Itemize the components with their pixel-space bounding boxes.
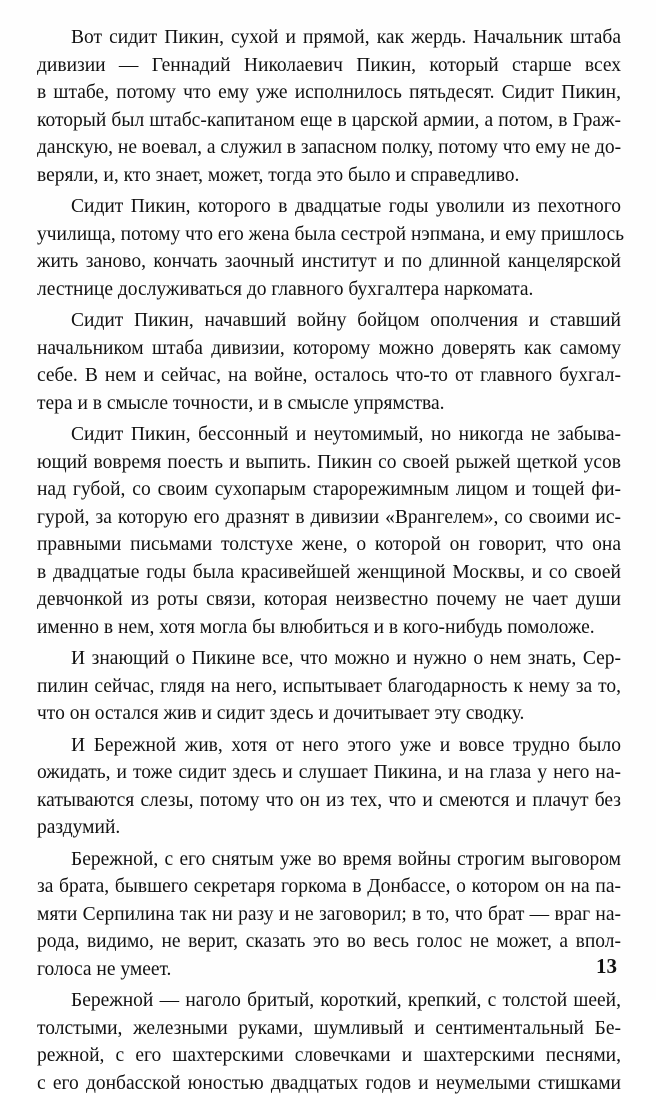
text-line: ожидать, и тоже сидит здесь и слушает Пикина, и на глаза у него на-	[37, 762, 621, 783]
text-line: за брата, бывшего секретаря горкома в Донбассе, о котором он на па-	[37, 876, 621, 897]
text-line: что он остался жив и сидит здесь и дочитывает эту сводку.	[37, 703, 525, 724]
text-line: который был штабс-капитаном еще в царской армии, а потом, в Граж-	[37, 109, 621, 131]
text-line: над губой, со своим сухопарым старорежимным лицом и тощей фи-	[37, 479, 621, 500]
text-line: данскую, не воевал, а служил в запасном полку, потому что ему не до-	[37, 137, 622, 158]
text-line: И Бережной жив, хотя от него этого уже и вовсе трудно было	[71, 734, 621, 756]
text-line: жить заново, кончать заочный институт и по длинной канцелярской	[37, 251, 621, 272]
text-line: правными письмами толстухе жене, о которой он говорит, что она	[37, 534, 621, 555]
text-line: голоса не умеет.	[37, 958, 172, 980]
paragraph	[37, 645, 621, 728]
paragraph	[37, 987, 621, 1097]
paragraph	[37, 193, 625, 303]
text-line: гурой, за которую его дразнят в дивизии «Врангелем», со своими ис-	[37, 506, 621, 528]
text-line: лестнице дослуживаться до главного бухгалтера наркомата.	[37, 278, 534, 300]
text-line: И знающий о Пикине все, что можно и нужно о нем знать, Сер-	[71, 648, 621, 669]
text-line: ющий вовремя поесть и выпить. Пикин со своей рыжей щеткой усов	[37, 451, 621, 473]
text-line: Бережной, с его снятым уже во время войны строгим выговором	[71, 848, 621, 870]
text-line: начальником штаба дивизии, которому можно доверять как самому	[37, 337, 621, 359]
page-number: 13	[596, 954, 617, 978]
text-line: пилин сейчас, глядя на него, испытывает благодарность к нему за то,	[37, 675, 621, 697]
body-text	[37, 24, 625, 1101]
text-line: дивизии — Геннадий Николаевич Пикин, который старше всех	[37, 54, 621, 76]
text-line: рода, видимо, не верит, сказать это во весь голос не может, а впол-	[37, 931, 621, 952]
text-line: с его донбасской юностью двадцатых годов и неумелыми стишками	[37, 1072, 621, 1094]
text-line: именно в нем, хотя могла бы влюбиться и в кого-нибудь помоложе.	[37, 616, 595, 638]
text-line: мяти Серпилина так ни разу и не заговорил; в то, что брат — враг на-	[37, 903, 621, 925]
text-line: девчонкой из роты связи, которая неизвестно почему не чает души	[37, 589, 621, 610]
text-line: Сидит Пикин, бессонный и неутомимый, но никогда не забыва-	[71, 424, 621, 445]
text-line: в двадцатые годы была красивейшей женщиной Москвы, и со своей	[37, 561, 621, 583]
text-line: себе. В нем и сейчас, на войне, осталось что-то от главного бухгал-	[37, 365, 621, 386]
text-line: веряли, и, кто знает, может, тогда это было и справедливо.	[37, 164, 520, 186]
paragraph	[37, 421, 621, 641]
text-line: Сидит Пикин, начавший войну бойцом ополчения и ставший	[71, 310, 621, 331]
text-line: толстыми, железными руками, шумливый и сентиментальный Бе-	[37, 1017, 621, 1039]
text-line: Сидит Пикин, которого в двадцатые годы уволили из пехотного	[71, 196, 621, 217]
text-line: раздумий.	[37, 817, 121, 838]
text-line: в штабе, потому что ему уже исполнилось пятьдесят. Сидит Пикин,	[37, 82, 621, 103]
paragraph	[37, 846, 621, 984]
text-line: Бережной — наголо бритый, короткий, крепкий, с толстой шеей,	[71, 990, 621, 1011]
text-line: училища, потому что его жена была сестрой нэпмана, и ему пришлось	[37, 223, 625, 245]
text-line: режной, с его шахтерскими словечками и шахтерскими песнями,	[37, 1045, 621, 1066]
paragraph	[37, 307, 621, 417]
paragraph	[37, 24, 621, 189]
text-line: тера и в смысле точности, и в смысле упрямства.	[37, 392, 445, 414]
text-line: Вот сидит Пикин, сухой и прямой, как жердь. Начальник штаба	[71, 27, 621, 48]
paragraph	[37, 732, 621, 842]
text-line: катываются слезы, потому что он из тех, что и смеются и плачут без	[37, 789, 621, 811]
